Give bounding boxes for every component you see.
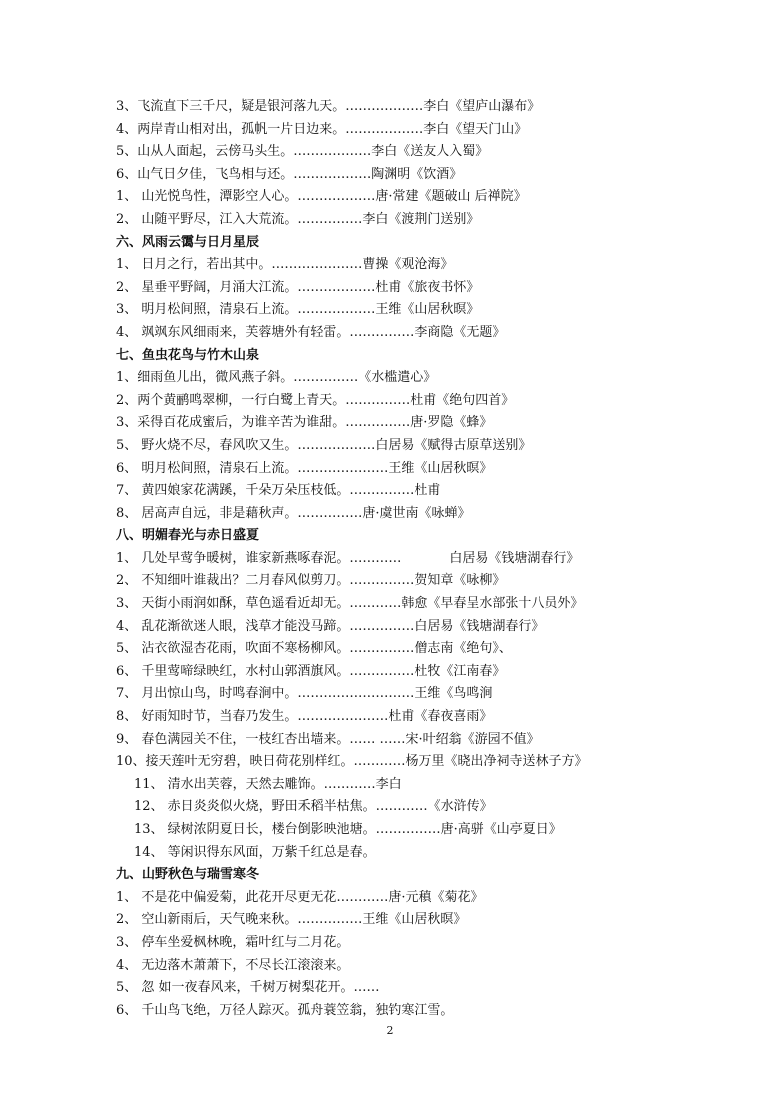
list-item: 11、 清水出芙蓉，天然去雕饰。…………李白 (134, 776, 402, 792)
section-heading: 六、风雨云霭与日月星辰 (116, 234, 260, 250)
list-item: 2、两个黄鹂鸣翠柳，一行白鹭上青天。……………杜甫《绝句四首》 (116, 392, 515, 408)
list-item: 9、 春色满园关不住，一枝红杏出墙来。…… ……宋·叶绍翁《游园不值》 (116, 731, 540, 747)
list-item: 1、 山光悦鸟性，潭影空人心。………………唐·常建《题破山 后禅院》 (116, 189, 527, 205)
list-item: 1、 日月之行，若出其中。…………………曹操《观沧海》 (116, 257, 454, 273)
list-item: 12、 赤日炎炎似火烧，野田禾稻半枯焦。…………《水浒传》 (134, 799, 493, 815)
list-item: 2、 不知细叶谁裁出？二月春风似剪刀。……………贺知章《咏柳》 (116, 573, 506, 589)
section-heading: 九、山野秋色与瑞雪寒冬 (116, 867, 260, 883)
list-item: 5、 沾衣欲湿杏花雨，吹面不寒杨柳风。……………僧志南《绝句》、 (116, 641, 512, 657)
list-item: 4、 无边落木萧萧下，不尽长江滚滚来。 (116, 957, 350, 973)
list-item: 5、山从人面起，云傍马头生。………………李白《送友人入蜀》 (116, 144, 489, 160)
list-item: 1、细雨鱼儿出，微风燕子斜。……………《水槛遣心》 (116, 370, 437, 386)
list-item: 5、 忽 如一夜春风来，千树万树梨花开。…… (116, 980, 380, 996)
list-item: 13、 绿树浓阴夏日长，楼台倒影映池塘。……………唐·高骈《山亭夏日》 (134, 822, 562, 837)
list-item: 2、 空山新雨后，天气晚来秋。……………王维《山居秋暝》 (116, 912, 467, 928)
list-item: 14、 等闲识得东风面，万紫千红总是春。 (134, 844, 376, 860)
poem-list (116, 96, 696, 1022)
list-item: 5、 野火烧不尽，春风吹又生。………………白居易《赋得古原草送别》 (116, 437, 532, 453)
list-item: 8、 好雨知时节，当春乃发生。…………………杜甫《春夜喜雨》 (116, 709, 493, 725)
list-item: 10、接天莲叶无穷碧，映日荷花别样红。…………杨万里《晓出净祠寺送林子方》 (116, 754, 588, 770)
list-item: 6、 千山鸟飞绝，万径人踪灭。孤舟蓑笠翁，独钓寒江雪。 (116, 1002, 454, 1018)
list-item: 3、 天街小雨润如酥，草色遥看近却无。…………韩愈《早春呈水部张十八员外》 (116, 596, 584, 612)
page-number: 2 (386, 1024, 394, 1037)
list-item: 3、飞流直下三千尺，疑是银河落九天。………………李白《望庐山瀑布》 (116, 99, 541, 114)
list-item: 7、 黄四娘家花满蹊，千朵万朵压枝低。……………杜甫 (116, 483, 441, 499)
list-item: 6、 明月松间照，清泉石上流。…………………王维《山居秋暝》 (116, 460, 493, 476)
section-heading: 七、鱼虫花鸟与竹木山泉 (116, 347, 260, 363)
list-item: 6、山气日夕佳，飞鸟相与还。………………陶渊明《饮酒》 (116, 166, 463, 182)
list-item: 1、 不是花中偏爱菊，此花开尽更无花…………唐·元稹《菊花》 (116, 889, 484, 905)
list-item: 8、 居高声自远，非是藉秋声。……………唐·虞世南《咏蝉》 (116, 505, 471, 521)
section-heading: 八、明媚春光与赤日盛夏 (116, 528, 260, 544)
list-item: 2、 山随平野尽，江入大荒流。……………李白《渡荆门送别》 (116, 211, 480, 227)
list-item: 3、 停车坐爱枫林晚，霜叶红与二月花。 (116, 934, 350, 950)
list-item-author: 白居易《钱塘湖春行》 (449, 550, 580, 566)
list-item: 2、 星垂平野阔，月涌大江流。………………杜甫《旅夜书怀》 (116, 279, 480, 295)
list-item (116, 548, 696, 571)
list-item: 4、两岸青山相对出，孤帆一片日边来。………………李白《望天门山》 (116, 121, 528, 137)
list-item: 4、 乱花渐欲迷人眼，浅草才能没马蹄。……………白居易《钱塘湖春行》 (116, 618, 545, 634)
list-item: 3、 明月松间照，清泉石上流。………………王维《山居秋暝》 (116, 302, 480, 318)
list-item-main: 1、 几处早莺争暖树，谁家新燕啄春泥。………… (116, 550, 402, 566)
list-item: 7、 月出惊山鸟，时鸣春涧中。………………………王维《鸟鸣涧 (116, 686, 493, 702)
list-item: 3、采得百花成蜜后，为谁辛苦为谁甜。……………唐·罗隐《蜂》 (116, 415, 493, 431)
list-item: 4、 飒飒东风细雨来，芙蓉塘外有轻雷。……………李商隐《无题》 (116, 324, 506, 340)
list-item: 6、 千里莺啼绿映红，水村山郭酒旗风。……………杜牧《江南春》 (116, 663, 506, 679)
